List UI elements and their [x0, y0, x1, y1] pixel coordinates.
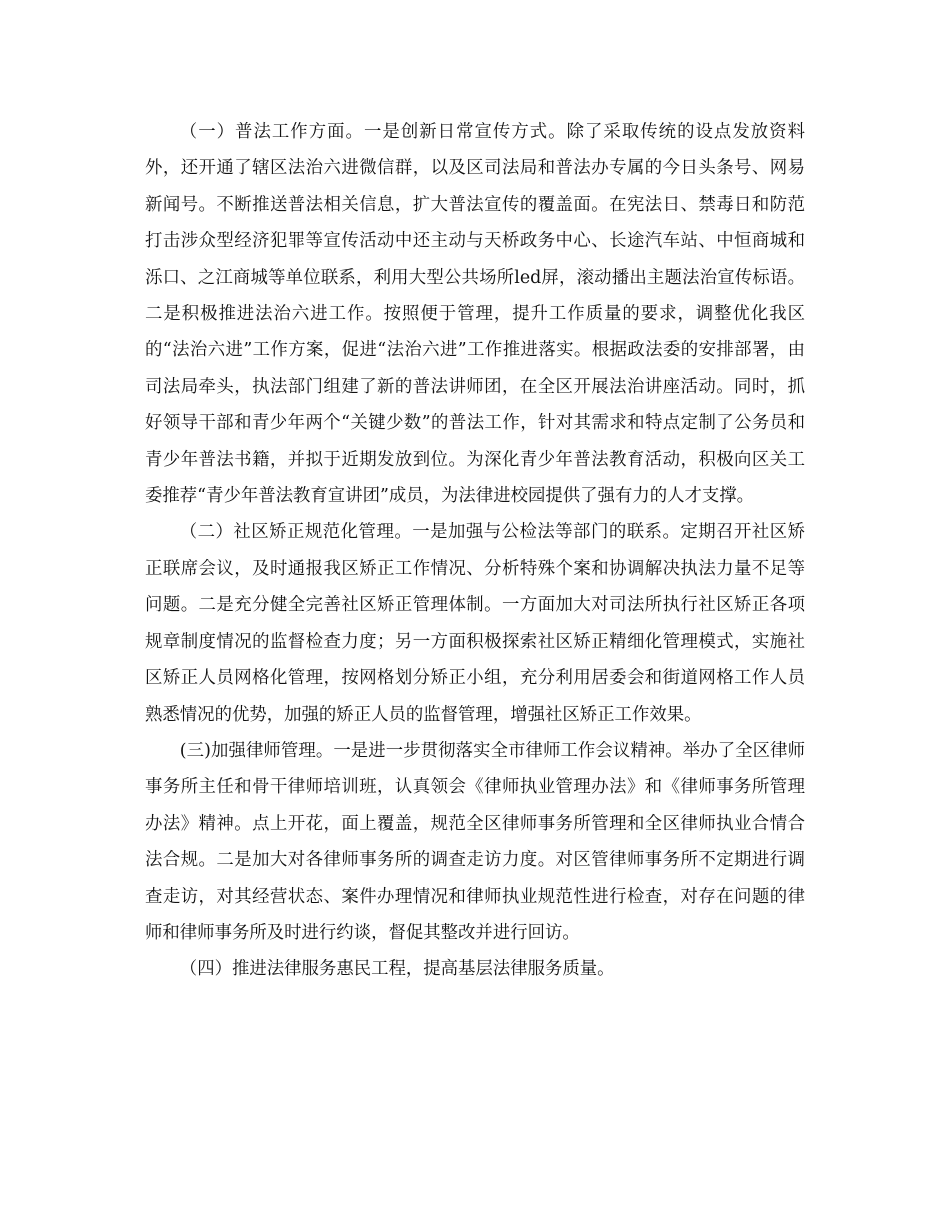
- paragraph-community-correction: （二）社区矫正规范化管理。一是加强与公检法等部门的联系。定期召开社区矫正联席会议，及时通报我区矫正工作情况、分析特殊个案和协调解决执法力量不足等问题。二是充分健全完善社区矫正管理体制。一方面加大对司法所执行社区矫正各项规章制度情况的监督检查力度；另一方面积极探索社区矫正精细化管理模式，实施社区矫正人员网格化管理，按网格划分矫正小组，充分利用居委会和街道网格工作人员熟悉情况的优势，加强的矫正人员的监督管理，增强社区矫正工作效果。: [145, 522, 805, 725]
- paragraph-legal-service-project: （四）推进法律服务惠民工程，提高基层法律服务质量。: [179, 959, 615, 980]
- paragraph-legal-publicity: （一）普法工作方面。一是创新日常宣传方式。除了采取传统的设点发放资料外，还开通了辖区法治六进微信群，以及区司法局和普法办专属的今日头条号、网易新闻号。不断推送普法相关信息，扩大普法宣传的覆盖面。在宪法日、禁毒日和防范打击涉众型经济犯罪等宣传活动中还主动与天桥政务中心、长途汽车站、中恒商城和泺口、之江商城等单位联系，利用大型公共场所led屏，滚动播出主题法治宣传标语。二是积极推进法治六进工作。按照便于管理，提升工作质量的要求，调整优化我区的“法治六进”工作方案，促进“法治六进”工作推进落实。根据政法委的安排部署，由司法局牵头，执法部门组建了新的普法讲师团，在全区开展法治讲座活动。同时，抓好领导干部和青少年两个“关键少数”的普法工作，针对其需求和特点定制了公务员和青少年普法书籍，并拟于近期发放到位。为深化青少年普法教育活动，积极向区关工委推荐“青少年普法教育宣讲团”成员，为法律进校园提供了强有力的人才支撑。: [145, 122, 805, 507]
- document-body: [145, 114, 805, 988]
- paragraph-lawyer-management: (三)加强律师管理。一是进一步贯彻落实全市律师工作会议精神。举办了全区律师事务所主任和骨干律师培训班，认真领会《律师执业管理办法》和《律师事务所管理办法》精神。点上开花，面上覆盖，规范全区律师事务所管理和全区律师执业合情合法合规。二是加大对各律师事务所的调查走访力度。对区管律师事务所不定期进行调查走访，对其经营状态、案件办理情况和律师执业规范性进行检查，对存在问题的律师和律师事务所及时进行约谈，督促其整改并进行回访。: [145, 740, 805, 943]
